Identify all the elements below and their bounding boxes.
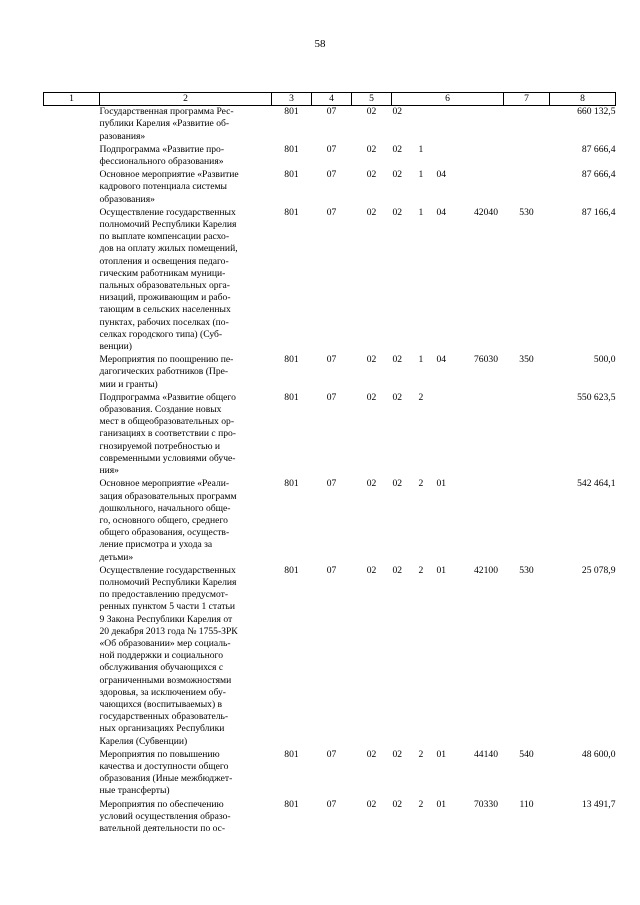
row-name — [100, 392, 272, 478]
cell-subsection: 02 — [366, 143, 377, 155]
table-row — [44, 392, 616, 478]
cell-target-article — [392, 354, 504, 392]
cell-expense-type: 350 — [519, 354, 534, 366]
cell-section: 07 — [326, 478, 337, 490]
row-name-line: Осуществление государственных — [99, 564, 236, 576]
row-name-line: пальных образовательных орга- — [99, 280, 230, 292]
cell-col-1 — [44, 478, 100, 564]
target-article-part: 02 — [392, 206, 403, 218]
column-header: 8 — [550, 93, 616, 106]
cell-col-1 — [44, 392, 100, 478]
cell-amount: 87 666,4 — [581, 143, 616, 155]
target-article-part: 02 — [392, 478, 403, 490]
table-body — [44, 106, 616, 836]
cell-target-article — [392, 478, 504, 564]
target-article-part: 2 — [418, 748, 424, 760]
cell-subsection: 02 — [366, 169, 377, 181]
cell-section: 07 — [326, 354, 337, 366]
row-name-line: Основное мероприятие «Развитие — [99, 169, 239, 181]
target-article-part: 04 — [436, 169, 447, 181]
column-header: 6 — [392, 93, 504, 106]
row-name-line: общего образования, осуществ- — [99, 527, 230, 539]
target-article-parts — [392, 207, 504, 219]
row-name-line: здоровья, за исключением обу- — [99, 686, 226, 698]
target-article-parts — [392, 106, 504, 118]
row-name-line: тающим в сельских населенных — [99, 304, 231, 316]
target-article-part: 02 — [392, 391, 403, 403]
cell-section: 07 — [326, 143, 337, 155]
row-name-line: условий осуществления образо- — [99, 810, 231, 822]
cell-grbs: 801 — [284, 106, 299, 118]
target-article-part: 2 — [418, 478, 424, 490]
cell-subsection: 02 — [366, 748, 377, 760]
row-name-line: ния» — [99, 465, 119, 477]
row-name-line: ление присмотра и ухода за — [99, 539, 213, 551]
target-article-part: 01 — [436, 478, 447, 490]
target-article-part: 02 — [392, 143, 403, 155]
row-name-line: венции) — [99, 341, 132, 353]
cell-target-article — [392, 565, 504, 749]
target-article-part: 2 — [418, 391, 424, 403]
row-name-line: разования» — [99, 130, 146, 142]
cell-section: 07 — [326, 564, 337, 576]
cell-col-1 — [44, 207, 100, 354]
cell-section: 07 — [326, 391, 337, 403]
row-name — [100, 169, 272, 207]
row-name-line: государственных образователь- — [99, 711, 229, 723]
target-article-part — [469, 106, 504, 118]
cell-target-article — [392, 169, 504, 207]
row-name — [100, 354, 272, 392]
cell-subsection: 02 — [366, 106, 377, 118]
row-name-line: по предоставлению предусмот- — [99, 589, 229, 601]
target-article-part: 76030 — [474, 354, 498, 366]
row-name-line: детьми» — [99, 551, 134, 563]
row-name-line: ные трансферты) — [99, 785, 170, 797]
table-row — [44, 354, 616, 392]
row-name — [100, 478, 272, 564]
row-name-line: Мероприятия по повышению — [99, 748, 220, 760]
cell-section: 07 — [326, 169, 337, 181]
row-name-line: ренных пунктом 5 части 1 статьи — [99, 601, 235, 613]
table-row — [44, 478, 616, 564]
row-name-line: Мероприятия по обеспечению — [99, 798, 224, 810]
target-article-parts — [392, 169, 504, 181]
row-name-line: низаций, проживающим и рабо- — [99, 292, 231, 304]
table-row — [44, 799, 616, 837]
row-name-line: мест в общеобразовательных ор- — [99, 416, 235, 428]
row-name-line: обслуживания обучающихся с — [99, 662, 224, 674]
cell-section: 07 — [326, 106, 337, 118]
target-article-part: 2 — [418, 798, 424, 810]
row-name — [100, 106, 272, 144]
row-name-line: отопления и освещения педаго- — [99, 255, 229, 267]
row-name-line: Карелия (Субвенции) — [99, 735, 188, 747]
cell-subsection: 02 — [366, 478, 377, 490]
target-article-parts — [392, 354, 504, 366]
cell-target-article — [392, 207, 504, 354]
column-header: 7 — [504, 93, 550, 106]
cell-target-article — [392, 799, 504, 837]
target-article-parts — [392, 799, 504, 811]
row-name-line: ной поддержки и социального — [99, 650, 224, 662]
row-name-line: вательной деятельности по ос- — [99, 822, 226, 834]
target-article-parts — [392, 144, 504, 156]
cell-amount: 48 600,0 — [581, 748, 616, 760]
row-name-line: ных организациях Республики — [99, 723, 225, 735]
column-header: 3 — [272, 93, 312, 106]
cell-expense-type: 530 — [519, 206, 534, 218]
column-header: 5 — [352, 93, 392, 106]
cell-expense-type — [504, 392, 550, 478]
target-article-part: 02 — [392, 748, 403, 760]
row-name-line: 20 декабря 2013 года № 1755-ЗРК — [99, 625, 238, 637]
cell-grbs: 801 — [284, 391, 299, 403]
row-name-line: го, основного общего, среднего — [99, 514, 228, 526]
cell-expense-type — [504, 106, 550, 144]
target-article-parts — [392, 392, 504, 404]
row-name-line: селках городского типа) (Суб- — [99, 328, 223, 340]
cell-amount: 500,0 — [593, 354, 616, 366]
cell-grbs: 801 — [284, 798, 299, 810]
row-name-line: Мероприятия по поощрению пе- — [99, 354, 234, 366]
target-article-part — [419, 106, 437, 118]
cell-amount: 542 464,1 — [577, 478, 616, 490]
target-article-part — [437, 392, 469, 404]
cell-amount: 660 132,5 — [577, 106, 616, 118]
target-article-part: 1 — [418, 169, 424, 181]
target-article-part — [469, 392, 504, 404]
target-article-part: 04 — [436, 354, 447, 366]
target-article-part — [469, 478, 504, 490]
row-name — [100, 565, 272, 749]
budget-table — [43, 92, 616, 836]
cell-subsection: 02 — [366, 206, 377, 218]
column-header: 1 — [44, 93, 100, 106]
row-name-line: ограниченными возможностями — [99, 674, 232, 686]
table-header-row — [44, 93, 616, 106]
target-article-part: 01 — [436, 798, 447, 810]
target-article-part: 44140 — [474, 748, 498, 760]
target-article-part — [469, 144, 504, 156]
cell-grbs: 801 — [284, 354, 299, 366]
cell-col-1 — [44, 169, 100, 207]
cell-col-1 — [44, 749, 100, 799]
cell-amount: 13 491,7 — [581, 798, 616, 810]
row-name-line: дошкольного, начального обще- — [99, 502, 231, 514]
cell-grbs: 801 — [284, 169, 299, 181]
cell-expense-type: 530 — [519, 564, 534, 576]
target-article-part: 1 — [418, 354, 424, 366]
row-name-line: полномочий Республики Карелия — [99, 576, 237, 588]
cell-expense-type — [504, 478, 550, 564]
cell-grbs: 801 — [284, 478, 299, 490]
row-name-line: кадрового потенциала системы — [99, 181, 227, 193]
row-name-line: Подпрограмма «Развитие общего — [99, 391, 236, 403]
cell-target-article — [392, 392, 504, 478]
target-article-part — [437, 106, 469, 118]
row-name-line: гическим работникам муници- — [99, 267, 226, 279]
target-article-part: 04 — [436, 206, 447, 218]
row-name-line: дагогических работников (Пре- — [99, 366, 229, 378]
row-name-line: образования. Создание новых — [99, 404, 222, 416]
cell-subsection: 02 — [366, 798, 377, 810]
row-name-line: современными условиями обуче- — [99, 452, 236, 464]
row-name-line: по выплате компенсации расхо- — [99, 231, 230, 243]
row-name-line: полномочий Республики Карелия — [99, 219, 237, 231]
cell-section: 07 — [326, 798, 337, 810]
cell-subsection: 02 — [366, 391, 377, 403]
cell-amount: 87 666,4 — [581, 169, 616, 181]
cell-amount: 87 166,4 — [581, 206, 616, 218]
row-name-line: зация образовательных программ — [99, 490, 237, 502]
cell-grbs: 801 — [284, 206, 299, 218]
cell-grbs: 801 — [284, 143, 299, 155]
target-article-part — [469, 169, 504, 181]
page-number: 58 — [314, 38, 326, 50]
target-article-parts — [392, 478, 504, 490]
row-name-line: Подпрограмма «Развитие про- — [99, 143, 225, 155]
target-article-part: 1 — [418, 143, 424, 155]
table-row — [44, 207, 616, 354]
row-name-line: образования (Иные межбюджет- — [99, 773, 233, 785]
cell-col-1 — [44, 354, 100, 392]
target-article-part: 02 — [392, 798, 403, 810]
row-name-line: пунктах, рабочих поселках (по- — [99, 316, 229, 328]
row-name — [100, 207, 272, 354]
cell-subsection: 02 — [366, 354, 377, 366]
target-article-part: 2 — [418, 564, 424, 576]
row-name-line: публики Карелия «Развитие об- — [99, 118, 230, 130]
cell-amount: 25 078,9 — [581, 564, 616, 576]
target-article-part: 01 — [436, 748, 447, 760]
cell-target-article — [392, 144, 504, 169]
row-name-line: чающихся (воспитываемых) в — [99, 698, 223, 710]
target-article-parts — [392, 565, 504, 577]
row-name-line: ганизациях в соответствии с про- — [99, 428, 237, 440]
column-header: 4 — [312, 93, 352, 106]
target-article-part: 02 — [392, 106, 403, 118]
cell-subsection: 02 — [366, 564, 377, 576]
cell-expense-type — [504, 169, 550, 207]
cell-expense-type — [504, 144, 550, 169]
target-article-part: 42040 — [474, 206, 498, 218]
cell-grbs: 801 — [284, 748, 299, 760]
cell-expense-type: 540 — [519, 748, 534, 760]
cell-col-1 — [44, 144, 100, 169]
table-row — [44, 169, 616, 207]
row-name-line: гнозируемой потребностью и — [99, 440, 221, 452]
row-name-line: Осуществление государственных — [99, 206, 236, 218]
cell-target-article — [392, 106, 504, 144]
row-name — [100, 749, 272, 799]
target-article-parts — [392, 749, 504, 761]
cell-section: 07 — [326, 748, 337, 760]
row-name-line: Основное мероприятие «Реали- — [99, 478, 230, 490]
row-name-line: качества и доступности общего — [99, 760, 229, 772]
table-row — [44, 144, 616, 169]
column-header: 2 — [100, 93, 272, 106]
row-name — [100, 144, 272, 169]
cell-amount: 550 623,5 — [577, 391, 616, 403]
cell-section: 07 — [326, 206, 337, 218]
row-name-line: образования» — [99, 193, 155, 205]
cell-target-article — [392, 749, 504, 799]
target-article-part: 02 — [392, 354, 403, 366]
row-name-line: Государственная программа Рес- — [99, 106, 234, 118]
cell-grbs: 801 — [284, 564, 299, 576]
row-name-line: «Об образовании» мер социаль- — [99, 637, 231, 649]
table-row — [44, 106, 616, 144]
row-name-line: дов на оплату жилых помещений, — [99, 243, 238, 255]
row-name-line: фессионального образования» — [99, 156, 224, 168]
row-name — [100, 799, 272, 837]
target-article-part: 1 — [418, 206, 424, 218]
table-row — [44, 565, 616, 749]
cell-expense-type: 110 — [519, 798, 534, 810]
table-row — [44, 749, 616, 799]
target-article-part: 01 — [436, 564, 447, 576]
target-article-part: 02 — [392, 169, 403, 181]
row-name-line: мии и гранты) — [99, 378, 158, 390]
target-article-part: 42100 — [474, 564, 498, 576]
cell-col-1 — [44, 565, 100, 749]
target-article-part: 02 — [392, 564, 403, 576]
row-name-line: 9 Закона Республики Карелия от — [99, 613, 233, 625]
cell-col-1 — [44, 799, 100, 837]
target-article-part: 70330 — [474, 798, 498, 810]
target-article-part — [437, 144, 469, 156]
cell-col-1 — [44, 106, 100, 144]
